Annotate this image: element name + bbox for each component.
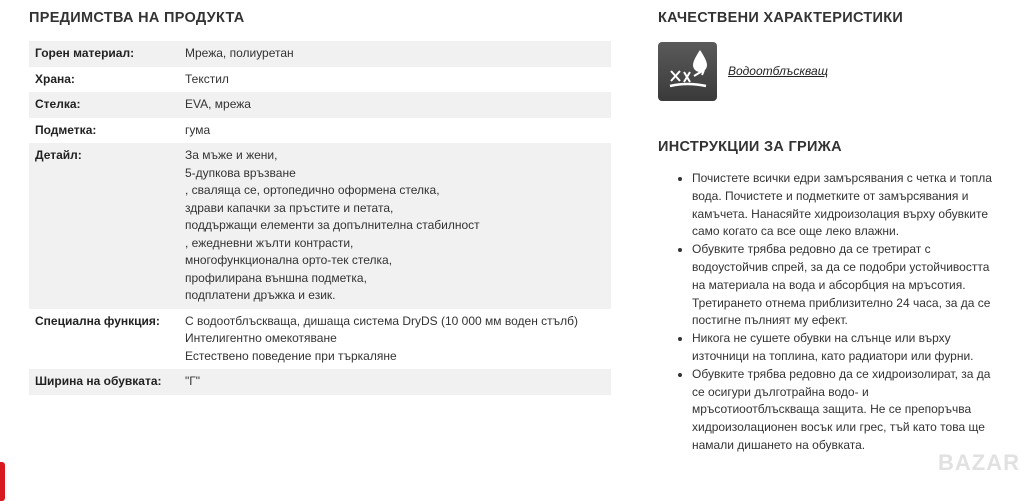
spec-value — [179, 67, 611, 93]
watermark-text: BAZAR — [938, 450, 1020, 475]
spec-value-line: Естествено поведение при търкаляне — [185, 348, 397, 363]
spec-value — [179, 369, 611, 395]
water-repellent-link[interactable]: Водоотблъскващ — [728, 64, 828, 78]
spec-value-line: поддържащи елементи за допълнителна стабилност — [185, 218, 480, 232]
spec-value-line: EVA, мрежа — [185, 97, 251, 111]
spec-value-line: многофункционална орто-тек стелка, — [185, 253, 393, 267]
care-instructions-list — [676, 170, 992, 455]
spec-value-line: , сваляща се, ортопедично оформена стелка, — [185, 183, 440, 197]
spec-value — [179, 41, 611, 67]
spec-value-line: подплатени дръжка и език. — [185, 288, 336, 302]
spec-row — [29, 309, 611, 370]
bazar-watermark — [938, 450, 1020, 476]
specs-table — [29, 41, 611, 395]
spec-value-line: Мрежа, полиуретан — [185, 46, 294, 60]
spec-value-line: За мъже и жени, — [185, 148, 278, 162]
care-item: • Обувките трябва редовно да се третират с водоустойчив спрей, за да се подобри устойчивостта на материала на вода и абсорбция на мръсотия. Третирането отнема приблизително 24 часа, за да се постигне пълният му ефект. — [692, 241, 992, 330]
spec-value — [179, 118, 611, 144]
care-heading: ИНСТРУКЦИИ ЗА ГРИЖА — [658, 139, 842, 155]
spec-value-line: профилирана външна подметка, — [185, 270, 367, 285]
spec-label: Детайл: — [29, 143, 179, 309]
spec-row — [29, 92, 611, 118]
spec-label: Ширина на обувката: — [29, 369, 179, 395]
care-item: • Почистете всички едри замърсявания с четка и топла вода. Почистете и подметките от замърсявания и камъчета. Нанасяйте хидроизолация върху обувките само когато са все още леко влажни. — [692, 170, 992, 241]
spec-row — [29, 118, 611, 144]
spec-value-line: гума — [185, 122, 211, 137]
spec-row — [29, 41, 611, 67]
spec-value-line: С водоотблъскваща, дишаща система DryDS (10 000 мм воден стълб) — [185, 313, 579, 328]
spec-row — [29, 369, 611, 395]
spec-label: Подметка: — [35, 122, 97, 137]
spec-row — [29, 143, 611, 309]
spec-value-line: Текстил — [185, 71, 229, 86]
spec-value-line: , ежедневни жълти контрасти, — [185, 235, 354, 250]
spec-value-line: Интелигентно омекотяване — [185, 331, 337, 345]
spec-label: Стелка: — [29, 92, 179, 118]
spec-value — [179, 309, 611, 370]
water-repellent-icon — [658, 42, 717, 101]
spec-value — [179, 143, 611, 309]
side-tab[interactable] — [0, 462, 5, 501]
spec-value-line: 5-дупкова връзване — [185, 165, 296, 180]
spec-label: Горен материал: — [29, 41, 179, 67]
spec-label: Храна: — [35, 71, 75, 86]
spec-row — [29, 67, 611, 93]
care-item: • Обувките трябва редовно да се хидроизолират, за да се осигури дълготрайна водо- и мръсотиоотблъскваща защита. Не се препоръчва хидроизолационен восък или грес, тъй като това ще намали дишането на обувката. — [692, 366, 992, 455]
spec-label: Специална функция: — [35, 313, 160, 328]
spec-value — [179, 92, 611, 118]
benefits-heading: ПРЕДИМСТВА НА ПРОДУКТА — [29, 10, 245, 26]
care-item: • Никога не сушете обувки на слънце или върху източници на топлина, като радиатори или фурни. — [692, 330, 992, 366]
spec-value-line: "Г" — [185, 374, 201, 388]
spec-value-line: здрави капачки за пръстите и петата, — [185, 200, 394, 215]
quality-heading: КАЧЕСТВЕНИ ХАРАКТЕРИСТИКИ — [658, 10, 904, 26]
